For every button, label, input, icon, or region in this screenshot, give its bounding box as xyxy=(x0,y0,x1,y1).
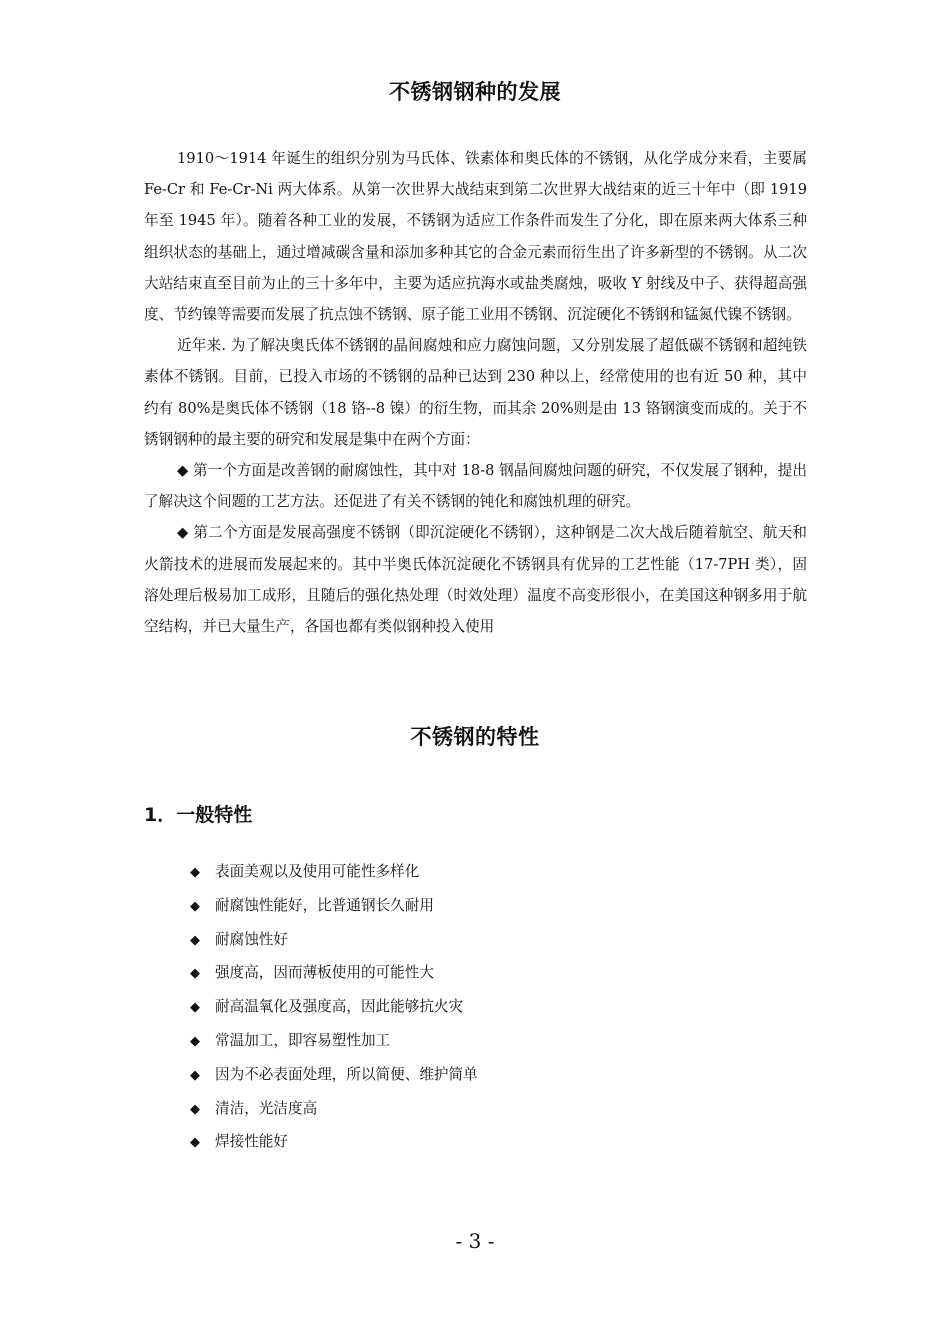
diamond-bullet-icon: ◆ xyxy=(190,898,200,914)
paragraph-aspect-one: ◆ 第一个方面是改善钢的耐腐蚀性，其中对 18-8 钢晶间腐烛问题的研究，不仅发展了钢种，提出了解决这个间题的工艺方法。还促进了有关不锈钢的钝化和腐蚀机理的研究。 xyxy=(144,462,807,511)
diamond-bullet-icon: ◆ xyxy=(190,932,200,948)
diamond-bullet-icon: ◆ xyxy=(190,1101,200,1117)
paragraph-aspect-two: ◆ 第二个方面是发展高强度不锈钢（即沉淀硬化不锈钢），这种钢是二次大战后随着航空、航天和火箭技术的进展而发展起来的。其中半奥氏体沉淀硬化不锈钢具有优异的工艺性能（17-7PH 类），固溶处理后极易加工成形，且随后的强化热处理（时效处理）温度不高变形很小，在美国这种钢多用于航空结构，并已大量生产，各国也都有类似钢种投入使用 xyxy=(144,524,807,636)
list-item xyxy=(190,1059,478,1093)
list-item-text: 清洁，光洁度高 xyxy=(215,1099,318,1117)
list-item-text: 焊接性能好 xyxy=(215,1133,288,1151)
list-item-text: 耐高温氧化及强度高，因此能够抗火灾 xyxy=(215,998,464,1016)
list-item xyxy=(190,1126,478,1160)
page-number: - 3 - xyxy=(455,1229,495,1253)
development-body xyxy=(144,143,807,642)
list-item xyxy=(190,890,478,924)
list-item xyxy=(190,991,478,1025)
diamond-bullet-icon: ◆ xyxy=(190,966,200,982)
paragraph-history: 1910～1914 年诞生的组织分别为马氏体、铁素体和奥氏体的不锈钢，从化学成分来看，主要属 Fe-Cr 和 Fe-Cr-Ni 两大体系。从第一次世界大战结束到第二次世界大战结束的近三十年中（即 1919 年至 1945 年）。随着各种工业的发展，不锈钢为适应工作条件而发生了分化，即在原来两大体系三种组织状态的基础上，通过增减碳含量和添加多种其它的合金元素而衍生出了许多新型的不锈钢。从二次大站结束直至目前为止的三十多年中，主要为适应抗海水或盐类腐烛，吸收 Y 射线及中子、获得超高强度、节约镍等需要而发展了抗点蚀不锈钢、原子能工业用不锈钢、沉淀硬化不锈钢和锰氮代镍不锈钢。 xyxy=(144,150,807,324)
diamond-bullet-icon: ◆ xyxy=(190,1135,200,1151)
section-title-properties: 不锈钢的特性 xyxy=(410,725,540,749)
list-item xyxy=(190,1093,478,1127)
diamond-bullet-icon: ◆ xyxy=(190,865,200,880)
diamond-bullet-icon: ◆ xyxy=(190,1067,200,1083)
list-item-text: 表面美观以及使用可能性多样化 xyxy=(215,863,420,880)
subsection-title-general: 1．一般特性 xyxy=(144,804,253,826)
diamond-bullet-icon: ◆ xyxy=(190,1033,200,1049)
list-item-text: 因为不必表面处理，所以简便、维护简单 xyxy=(215,1065,478,1083)
paragraph-recent: 近年来. 为了解决奥氏体不锈钢的晶间腐烛和应力腐蚀问题，又分别发展了超低碳不锈钢和超纯铁素体不锈钢。目前，已投入市场的不锈钢的品种已达到 230 种以上，经常使用的也有近 50 种，其中约有 80%是奥氏体不锈钢（18 铬--8 镍）的衍生物，而其余 20%则是由 13 铬钢演变而成的。关于不锈钢钢种的最主要的研究和发展是集中在两个方面： xyxy=(144,337,807,448)
section-title-development: 不锈钢钢种的发展 xyxy=(389,80,561,104)
diamond-bullet-icon: ◆ xyxy=(190,1000,200,1016)
list-item xyxy=(190,957,478,991)
property-list xyxy=(190,856,478,1160)
list-item-text: 强度高，因而薄板使用的可能性大 xyxy=(215,964,434,982)
list-item-text: 常温加工，即容易塑性加工 xyxy=(215,1031,391,1049)
list-item xyxy=(190,856,478,890)
list-item-text: 耐腐蚀性好 xyxy=(215,930,288,948)
list-item xyxy=(190,924,478,958)
list-item xyxy=(190,1025,478,1059)
list-item-text: 耐腐蚀性能好，比普通钢长久耐用 xyxy=(215,896,434,914)
